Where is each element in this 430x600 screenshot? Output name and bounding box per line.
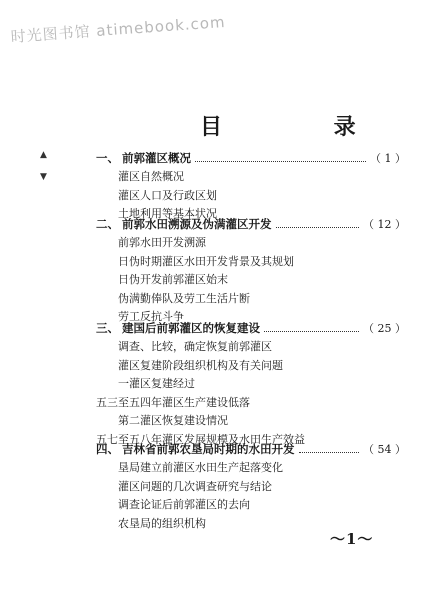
toc-subitem[interactable]: 劳工反抗斗争 <box>118 310 184 323</box>
section-number: 一、 <box>96 151 119 165</box>
toc-subitem[interactable]: 调查论证后前郭灌区的去向 <box>118 498 250 511</box>
toc-subitem[interactable]: 五七至五八年灌区发展规模及水田生产效益 <box>96 432 305 446</box>
toc-subitem[interactable]: 土地利用等基本状况 <box>118 207 217 220</box>
leader-dots <box>299 443 360 453</box>
section-page-ref: （ 54 ） <box>363 443 406 456</box>
leader-dots <box>276 218 360 228</box>
toc-section-1 <box>96 150 406 224</box>
section-page-ref: （ 25 ） <box>363 322 406 335</box>
section-number: 四、 <box>96 442 119 456</box>
toc-section-heading[interactable] <box>96 150 406 168</box>
toc-section-heading[interactable] <box>96 441 406 459</box>
toc-section-heading[interactable] <box>96 216 406 234</box>
toc-section-2 <box>96 216 406 327</box>
toc-subitem[interactable]: 五三至五四年灌区生产建设低落 <box>96 395 250 409</box>
toc-subitem[interactable]: 日伪时期灌区水田开发背景及其规划 <box>118 254 294 268</box>
toc-subitem[interactable]: 日伪开发前郭灌区始末 <box>118 273 228 286</box>
section-title: 前郭水田溯源及伪满灌区开发 <box>122 217 272 231</box>
watermark: 时光图书馆 atimebook.com <box>10 12 227 46</box>
toc-subitem[interactable]: 第二灌区恢复建设情况 <box>118 414 228 427</box>
toc-section-4 <box>96 441 406 533</box>
section-number: 三、 <box>96 321 119 335</box>
toc-subitem[interactable]: 一灌区复建经过 <box>118 377 195 390</box>
section-page-ref: （ 12 ） <box>363 218 406 231</box>
leader-dots <box>264 322 359 332</box>
leader-dots <box>195 152 366 162</box>
toc-subitem[interactable]: 调查、比较，确定恢复前郭灌区 <box>118 340 272 353</box>
section-title: 前郭灌区概况 <box>122 151 191 165</box>
toc-subitem[interactable]: 垦局建立前灌区水田生产起落变化 <box>118 461 283 474</box>
toc-subitem[interactable]: 伪满勤俸队及劳工生活片断 <box>118 291 250 305</box>
section-title: 建国后前郭灌区的恢复建设 <box>122 321 260 335</box>
margin-mark: ▼ <box>40 172 47 182</box>
section-title: 吉林省前郭农垦局时期的水田开发 <box>122 442 295 456</box>
toc-subitem[interactable]: 农垦局的组织机构 <box>118 516 206 530</box>
toc-subitem[interactable]: 灌区问题的几次调查研究与结论 <box>118 479 272 493</box>
toc-subitem[interactable]: 前郭水田开发溯源 <box>118 236 206 249</box>
toc-subitem[interactable]: 灌区自然概况 <box>118 170 184 183</box>
page-number: ～1～ <box>330 530 374 548</box>
page-title: 目 录 <box>200 114 408 140</box>
margin-mark: ▲ <box>40 150 47 160</box>
section-page-ref: （ 1 ） <box>370 152 406 165</box>
toc-subitem[interactable]: 灌区复建阶段组织机构及有关问题 <box>118 358 283 372</box>
toc-section-heading[interactable] <box>96 320 406 338</box>
toc-section-3 <box>96 320 406 449</box>
toc-subitem[interactable]: 灌区人口及行政区划 <box>118 188 217 202</box>
section-number: 二、 <box>96 217 119 231</box>
